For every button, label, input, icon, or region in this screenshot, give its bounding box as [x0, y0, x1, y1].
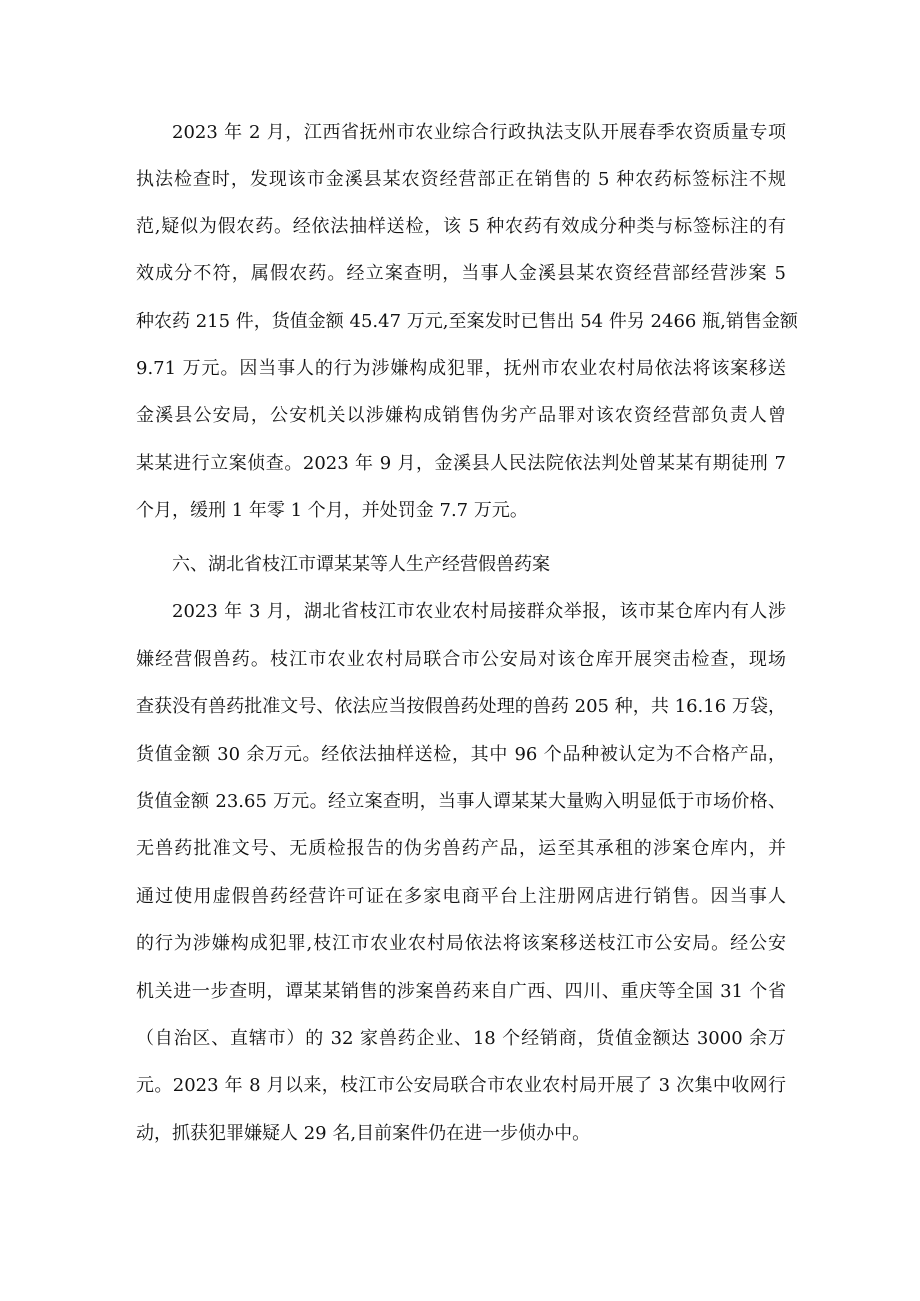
paragraph-2-line-4: 货值金额 30 余万元。经依法抽样送检，其中 96 个品种被认定为不合格产品，: [136, 744, 786, 765]
paragraph-2-line-7: 通过使用虚假兽药经营许可证在多家电商平台上注册网店进行销售。因当事人: [136, 886, 786, 907]
paragraph-2-line-9: 机关进一步查明，谭某某销售的涉案兽药来自广西、四川、重庆等全国 31 个省: [136, 981, 786, 1002]
paragraph-2-line-8: 的行为涉嫌构成犯罪,枝江市农业农村局依法将该案移送枝江市公安局。经公安: [136, 933, 786, 954]
paragraph-2-line-11: 元。2023 年 8 月以来，枝江市公安局联合市农业农村局开展了 3 次集中收网行: [136, 1075, 786, 1096]
paragraph-1-line-1: 2023 年 2 月，江西省抚州市农业综合行政执法支队开展春季农资质量专项: [172, 122, 786, 143]
paragraph-1-line-7: 金溪县公安局，公安机关以涉嫌构成销售伪劣产品罪对该农资经营部负责人曾: [136, 405, 786, 426]
paragraph-1-line-3: 范,疑似为假农药。经依法抽样送检，该 5 种农药有效成分种类与标签标注的有: [136, 216, 786, 237]
paragraph-1-line-6: 9.71 万元。因当事人的行为涉嫌构成犯罪，抚州市农业农村局依法将该案移送: [136, 358, 786, 379]
paragraph-1-line-5: 种农药 215 件，货值金额 45.47 万元,至案发时已售出 54 件另 2466 瓶,销售金额: [136, 311, 798, 332]
paragraph-2-line-1: 2023 年 3 月，湖北省枝江市农业农村局接群众举报，该市某仓库内有人涉: [172, 601, 786, 622]
section-heading: 六、湖北省枝江市谭某某等人生产经营假兽药案: [172, 554, 550, 575]
paragraph-2-line-2: 嫌经营假兽药。枝江市农业农村局联合市公安局对该仓库开展突击检查，现场: [136, 649, 786, 670]
paragraph-2-line-12: 动，抓获犯罪嫌疑人 29 名,目前案件仍在进一步侦办中。: [136, 1123, 591, 1144]
paragraph-1-line-8: 某某进行立案侦查。2023 年 9 月，金溪县人民法院依法判处曾某某有期徒刑 7: [136, 453, 786, 474]
paragraph-2-line-6: 无兽药批准文号、无质检报告的伪劣兽药产品，运至其承租的涉案仓库内，并: [136, 838, 786, 859]
paragraph-2-line-3: 查获没有兽药批准文号、依法应当按假兽药处理的兽药 205 种，共 16.16 万袋，: [136, 696, 786, 717]
paragraph-2-line-5: 货值金额 23.65 万元。经立案查明，当事人谭某某大量购入明显低于市场价格、: [136, 791, 786, 812]
paragraph-1-line-9: 个月，缓刑 1 年零 1 个月，并处罚金 7.7 万元。: [136, 500, 528, 521]
paragraph-2-line-10: （自治区、直辖市）的 32 家兽药企业、18 个经销商，货值金额达 3000 余万: [136, 1028, 786, 1049]
paragraph-1-line-2: 执法检查时，发现该市金溪县某农资经营部正在销售的 5 种农药标签标注不规: [136, 169, 786, 190]
paragraph-1-line-4: 效成分不符，属假农药。经立案查明，当事人金溪县某农资经营部经营涉案 5: [136, 263, 786, 284]
